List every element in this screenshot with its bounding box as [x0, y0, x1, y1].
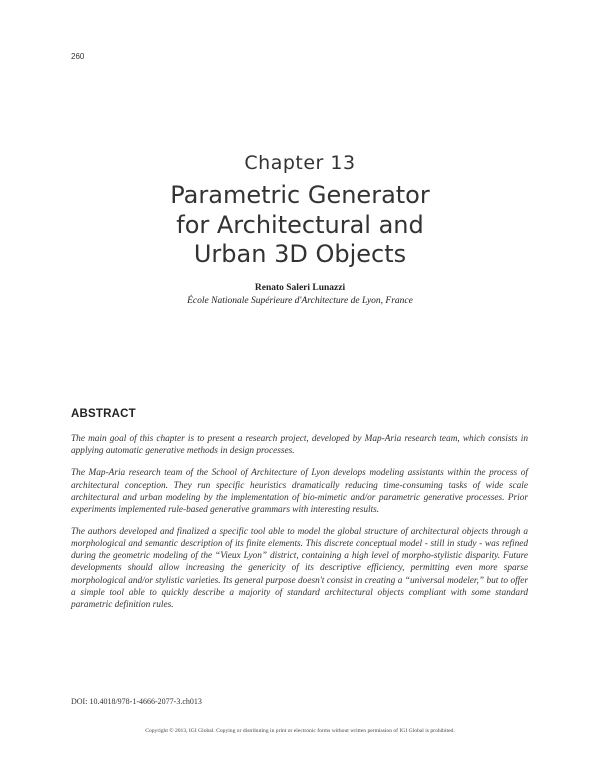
chapter-title [0, 181, 600, 270]
abstract-paragraph: The Map-Aria research team of the School of Architecture of Lyon develops modeling assistants within the process of architectural conception. They run specific heuristics dramatically reducing time-consuming tasks of wide scale architectural and urban modeling by the implementation of bio-mimetic and/or parametric generative processes. Prior experiments implemented rule-based generative grammars with interesting results. [71, 468, 528, 515]
abstract-heading: ABSTRACT [71, 408, 136, 420]
chapter-title-line: Parametric Generator [170, 181, 430, 209]
page-number: 260 [71, 52, 85, 61]
author-affiliation: École Nationale Supérieure d'Architecture de Lyon, France [187, 296, 413, 306]
abstract-paragraph: The main goal of this chapter is to present a research project, developed by Map-Aria research team, which consists in applying automatic generative methods in design processes. [71, 434, 528, 457]
abstract-body [71, 433, 528, 621]
copyright-notice: Copyright © 2013, IGI Global. Copying or distributing in print or electronic forms without written permission of IGI Global is prohibited. [145, 728, 455, 734]
chapter-title-line: for Architectural and [176, 210, 424, 239]
author-name: Renato Saleri Lunazzi [254, 283, 346, 293]
abstract-paragraph: The authors developed and finalized a specific tool able to model the global structure of architectural objects through a morphological and semantic description of its finite elements. This discrete conceptual model - still in study - was refined during the geometric modeling of the “Vieux Lyon” district, containing a high level of morpho-stylistic disparity. Future developments should allow increasing the genericity of its descriptive efficiency, permitting even more sparse morphological and/or stylistic varieties. Its general purpose doesn't consist in creating a “universal modeler,” but to offer a simple tool able to quickly describe a majority of standard architectural objects compliant with some standard parametric definition rules. [71, 527, 528, 610]
chapter-title-line: Urban 3D Objects [193, 240, 407, 268]
chapter-label: Chapter 13 [244, 152, 356, 174]
doi: DOI: 10.4018/978-1-4666-2077-3.ch013 [71, 697, 202, 706]
